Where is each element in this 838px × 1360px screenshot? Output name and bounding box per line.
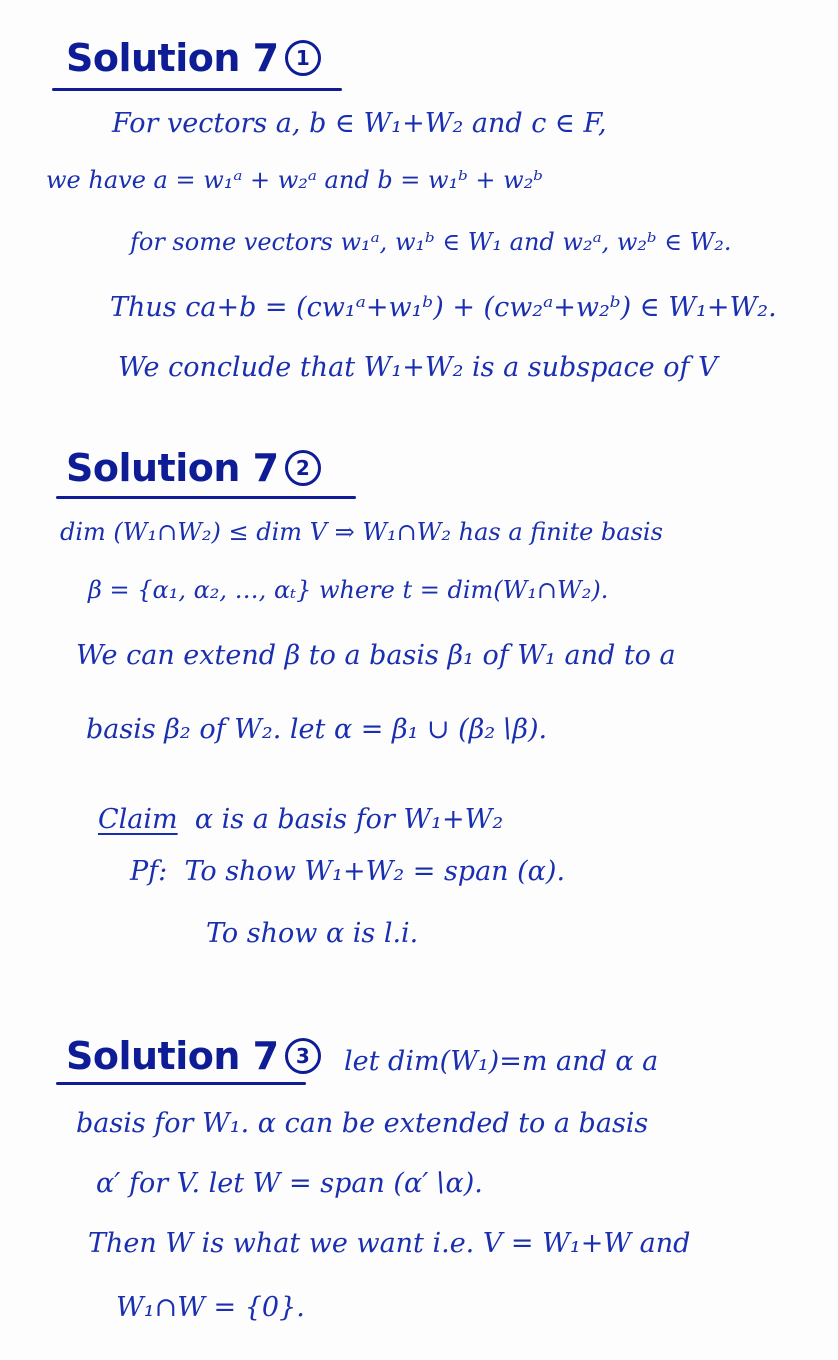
text-line: let dim(W₁)=m and α a bbox=[344, 1046, 659, 1077]
text-line: basis β₂ of W₂. let α = β₁ ∪ (β₂∖β). bbox=[86, 714, 548, 745]
heading-underline bbox=[56, 1082, 306, 1085]
text-line: For vectors a, b ∈ W₁+W₂ and c ∈ F, bbox=[112, 108, 607, 139]
proof-step-1: To show W₁+W₂ = span (α). bbox=[184, 856, 566, 887]
text-line: We can extend β to a basis β₁ of W₁ and to a bbox=[76, 640, 676, 671]
text-line: dim (W₁∩W₂) ≤ dim V ⇒ W₁∩W₂ has a finite basis bbox=[60, 518, 663, 546]
proof-step-2: To show α is l.i. bbox=[206, 918, 419, 949]
circled-number: 1 bbox=[285, 40, 321, 76]
proof-label: Pf: bbox=[130, 856, 168, 887]
text-line: W₁∩W = {0}. bbox=[116, 1292, 305, 1323]
heading-text: Solution 7 bbox=[66, 36, 279, 80]
text-line: Thus ca+b = (cw₁ᵃ+w₁ᵇ) + (cw₂ᵃ+w₂ᵇ) ∈ W₁+W₂. bbox=[110, 292, 777, 323]
solution-7-2-heading bbox=[66, 446, 321, 490]
text-line: α′ for V. let W = span (α′∖α). bbox=[96, 1168, 483, 1199]
heading-text: Solution 7 bbox=[66, 1034, 279, 1078]
claim-line bbox=[98, 804, 503, 835]
text-line: for some vectors w₁ᵃ, w₁ᵇ ∈ W₁ and w₂ᵃ, w₂ᵇ ∈ W₂. bbox=[130, 228, 732, 256]
heading-underline bbox=[52, 88, 342, 91]
heading-underline bbox=[56, 496, 356, 499]
solution-7-1-heading bbox=[66, 36, 321, 80]
claim-label: Claim bbox=[98, 804, 178, 835]
text-line: We conclude that W₁+W₂ is a subspace of V bbox=[118, 352, 718, 383]
circled-number: 2 bbox=[285, 450, 321, 486]
text-line: basis for W₁. α can be extended to a basis bbox=[76, 1108, 649, 1139]
heading-text: Solution 7 bbox=[66, 446, 279, 490]
text-line: Then W is what we want i.e. V = W₁+W and bbox=[88, 1228, 691, 1259]
proof-line bbox=[130, 856, 565, 887]
claim-text: α is a basis for W₁+W₂ bbox=[194, 804, 504, 835]
text-line: we have a = w₁ᵃ + w₂ᵃ and b = w₁ᵇ + w₂ᵇ bbox=[46, 166, 543, 194]
solution-7-3-heading bbox=[66, 1034, 321, 1078]
circled-number: 3 bbox=[285, 1038, 321, 1074]
text-line: β = {α₁, α₂, …, αₜ} where t = dim(W₁∩W₂). bbox=[88, 576, 609, 604]
